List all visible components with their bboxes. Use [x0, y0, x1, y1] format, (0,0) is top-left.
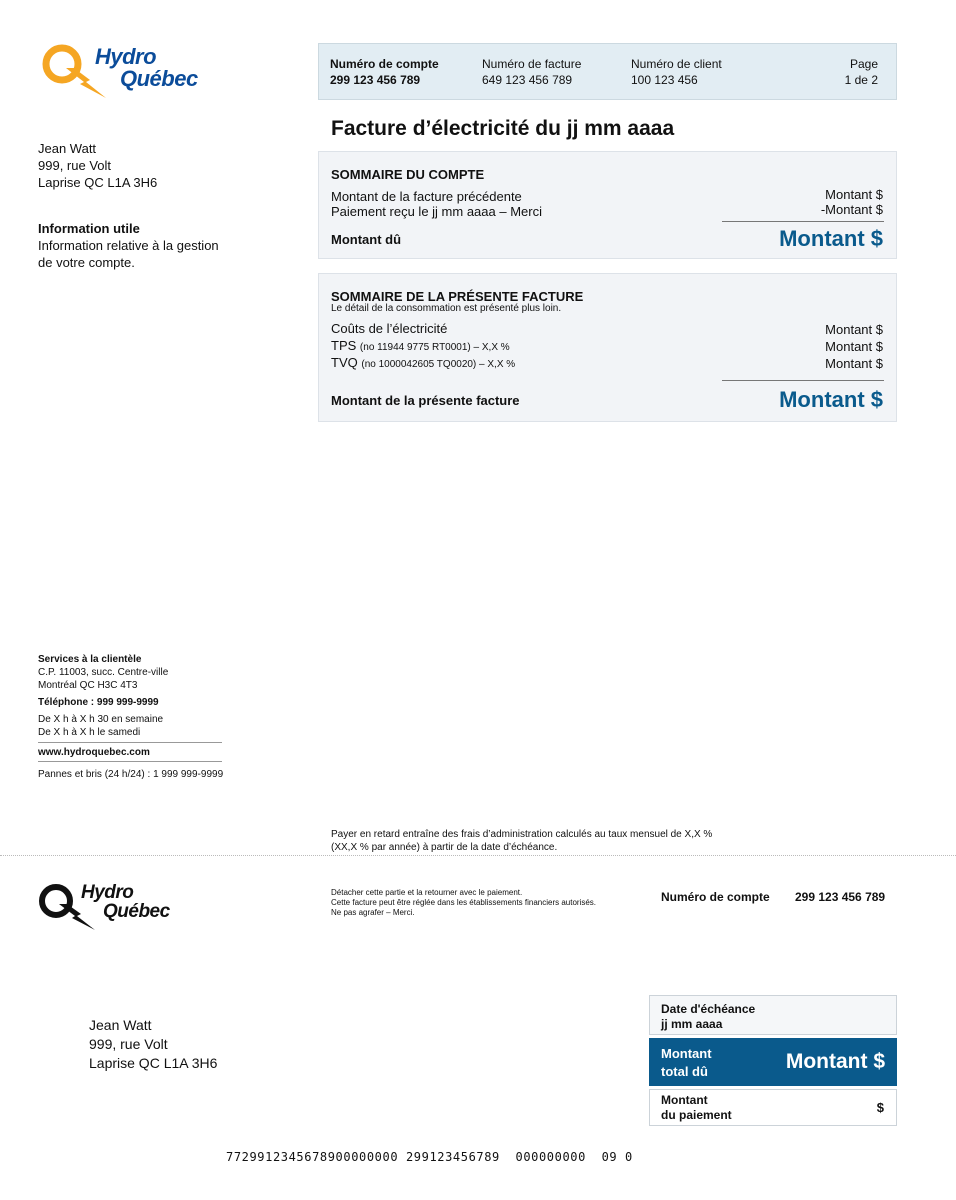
total-due-box	[649, 1038, 897, 1086]
late-notice-line1: Payer en retard entraîne des frais d’administration calculés au taux mensuel de X,X %	[331, 829, 713, 840]
detach-line1: Détacher cette partie et la retourner avec le paiement.	[331, 888, 523, 897]
tps-value: Montant $	[825, 339, 883, 354]
useful-info-block	[38, 220, 219, 271]
stub-customer-city: Laprise QC L1A 3H6	[89, 1055, 218, 1071]
stub-logo-hydro-text: Hydro	[81, 882, 134, 903]
tps-detail: (no 11944 9775 RT0001) – X,X %	[359, 342, 510, 353]
current-bill-subheading: Le détail de la consommation est présenté plus loin.	[331, 303, 562, 314]
account-number-label: Numéro de compte	[330, 57, 439, 71]
client-number-block	[631, 56, 722, 88]
current-bill-total-label: Montant de la présente facture	[331, 393, 520, 408]
account-header-box	[318, 43, 897, 100]
micr-code-line: 7729912345678900000000 299123456789 000000000 09 0	[226, 1150, 633, 1164]
customer-service-address1: C.P. 11003, succ. Centre-ville	[38, 667, 169, 678]
customer-service-heading: Services à la clientèle	[38, 654, 142, 665]
detach-line3: Ne pas agrafer – Merci.	[331, 908, 415, 917]
tvq-label: TVQ	[331, 355, 358, 370]
account-number-block	[330, 56, 439, 88]
previous-bill-label: Montant de la facture précédente	[331, 189, 522, 204]
client-number-value: 100 123 456	[631, 73, 698, 87]
tvq-value: Montant $	[825, 356, 883, 371]
total-due-label-line2: total dû	[661, 1064, 708, 1079]
invoice-number-block	[482, 56, 581, 88]
stub-customer-street: 999, rue Volt	[89, 1036, 168, 1052]
tvq-line	[331, 355, 515, 370]
due-date-text	[661, 1002, 755, 1032]
page-label: Page	[849, 57, 878, 71]
due-date-value: jj mm aaaa	[661, 1017, 723, 1031]
current-bill-heading: SOMMAIRE DE LA PRÉSENTE FACTURE	[331, 289, 584, 304]
customer-service-address2: Montréal QC H3C 4T3	[38, 680, 138, 691]
payment-received-label: Paiement reçu le jj mm aaaa – Merci	[331, 204, 542, 219]
current-bill-panel	[318, 273, 897, 422]
outages-line: Pannes et bris (24 h/24) : 1 999 999-9999	[38, 769, 224, 780]
payment-amount-label-line1: Montant	[661, 1093, 708, 1107]
payment-amount-field[interactable]: $	[876, 1100, 884, 1115]
customer-service-block	[38, 653, 168, 739]
hydro-quebec-logo	[40, 42, 215, 98]
account-number-value: 299 123 456 789	[330, 73, 421, 87]
client-number-label: Numéro de client	[631, 57, 722, 71]
detach-line	[0, 855, 956, 856]
late-notice-line2: (XX,X % par année) à partir de la date d’échéance.	[331, 842, 558, 853]
total-due-value: Montant $	[785, 1050, 885, 1073]
amount-due-value: Montant $	[779, 226, 883, 251]
logo-quebec-text: Québec	[120, 66, 198, 91]
bill-divider	[722, 380, 884, 381]
useful-info-line1: Information relative à la gestion	[38, 238, 219, 253]
website-link[interactable]: www.hydroquebec.com	[38, 747, 150, 758]
payment-received-value: -Montant $	[820, 202, 883, 217]
customer-street: 999, rue Volt	[38, 158, 111, 173]
account-summary-heading: SOMMAIRE DU COMPTE	[331, 167, 485, 182]
invoice-title: Facture d’électricité du jj mm aaaa	[331, 117, 675, 140]
due-date-label: Date d'échéance	[661, 1002, 756, 1016]
detach-line2: Cette facture peut être réglée dans les établissements financiers autorisés.	[331, 898, 597, 907]
tps-line	[331, 338, 510, 353]
tps-label: TPS	[331, 338, 357, 353]
total-due-label	[661, 1045, 712, 1081]
customer-city: Laprise QC L1A 3H6	[38, 175, 158, 190]
current-bill-total-value: Montant $	[779, 387, 883, 412]
late-payment-notice	[331, 828, 712, 854]
account-summary-panel	[318, 151, 897, 259]
previous-bill-value: Montant $	[825, 187, 883, 202]
logo-hydro-text: Hydro	[95, 44, 157, 69]
stub-account-value: 299 123 456 789	[795, 890, 886, 904]
payment-amount-label	[661, 1093, 732, 1123]
service-divider-2	[38, 761, 222, 762]
page-value: 1 de 2	[844, 73, 878, 87]
customer-address	[38, 140, 157, 191]
total-due-label-line1: Montant	[661, 1046, 712, 1061]
customer-name: Jean Watt	[38, 141, 97, 156]
useful-info-line2: de votre compte.	[38, 255, 135, 270]
invoice-number-value: 649 123 456 789	[482, 73, 573, 87]
electricity-cost-value: Montant $	[825, 322, 883, 337]
page-number-block	[845, 56, 878, 88]
stub-customer-address	[89, 1016, 217, 1073]
customer-service-phone: Téléphone : 999 999-9999	[38, 697, 159, 708]
stub-logo-quebec-text: Québec	[103, 901, 170, 922]
detach-instructions	[331, 888, 596, 918]
tvq-detail: (no 1000042605 TQ0020) – X,X %	[361, 359, 516, 370]
stub-account-label: Numéro de compte	[661, 890, 770, 904]
customer-service-hours1: De X h à X h 30 en semaine	[38, 714, 164, 725]
electricity-cost-label: Coûts de l’électricité	[331, 321, 448, 336]
amount-due-label: Montant dû	[331, 232, 402, 247]
stub-customer-name: Jean Watt	[89, 1017, 152, 1033]
payment-amount-box[interactable]	[649, 1089, 897, 1126]
service-divider-1	[38, 742, 222, 743]
customer-service-hours2: De X h à X h le samedi	[38, 727, 141, 738]
summary-divider	[722, 221, 884, 222]
invoice-number-label: Numéro de facture	[482, 57, 582, 71]
payment-amount-label-line2: du paiement	[661, 1108, 732, 1122]
due-date-box	[649, 995, 897, 1035]
useful-info-heading: Information utile	[38, 221, 140, 236]
stub-hydro-quebec-logo	[37, 880, 187, 930]
